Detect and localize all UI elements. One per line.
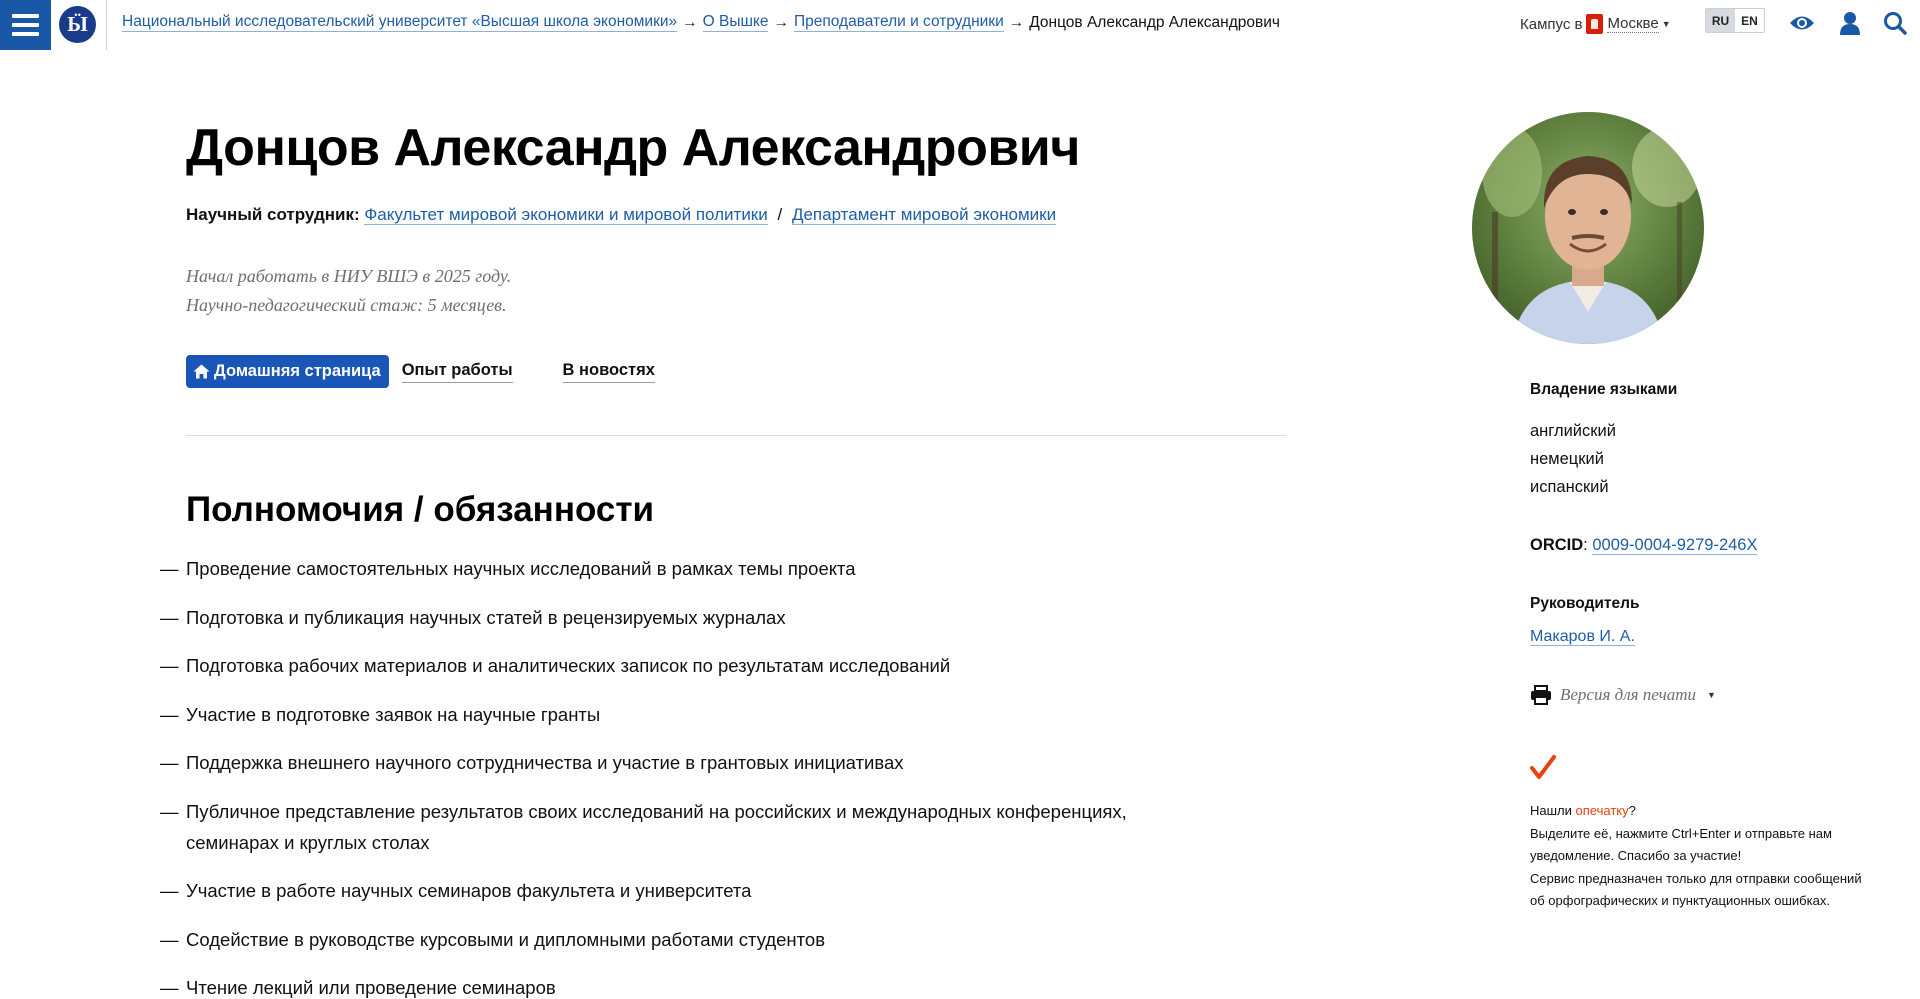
list-dash: —: [160, 655, 179, 676]
print-label: Версия для печати: [1560, 685, 1696, 704]
orcid-label: ORCID: [1530, 536, 1584, 554]
tab-home-page[interactable]: [186, 355, 389, 388]
typo-notice: [1530, 800, 1870, 913]
breadcrumb-arrow: →: [1008, 13, 1025, 31]
profile-tabs: [186, 355, 655, 388]
duty-text: Публичное представление результатов своих исследований на российских и международных конференциях, семинарах и круглых столах: [186, 800, 1127, 853]
top-header: [0, 0, 1920, 50]
menu-icon-bar: [12, 23, 39, 27]
typo-line-2: Выделите её, нажмите Ctrl+Enter и отправьте нам уведомление. Спасибо за участие!: [1530, 825, 1832, 863]
lang-en-button[interactable]: EN: [1741, 13, 1758, 28]
breadcrumb: [122, 13, 1280, 32]
section-divider: [186, 435, 1286, 436]
menu-icon-bar: [12, 32, 39, 36]
languages-list: [1530, 417, 1900, 501]
list-item: [160, 875, 1220, 906]
page-title: Донцов Александр Александрович: [186, 119, 1080, 177]
faculty-link[interactable]: Факультет мировой экономики и мировой политики: [364, 205, 768, 224]
list-item: [160, 650, 1220, 681]
campus-label: Кампус в: [1520, 15, 1583, 33]
dropdown-caret-icon: ▼: [1661, 19, 1671, 29]
language-item: английский: [1530, 422, 1616, 440]
typo-line-1: [1530, 800, 1870, 823]
duties-title: Полномочия / обязанности: [186, 490, 655, 529]
lang-ru-button[interactable]: RU: [1706, 9, 1735, 32]
home-icon: [193, 364, 210, 379]
list-dash: —: [160, 703, 179, 725]
campus-selector[interactable]: [1520, 14, 1671, 34]
hse-logo-mark: Ӹ: [67, 12, 88, 36]
breadcrumb-arrow: →: [682, 13, 698, 31]
accessibility-eye-icon[interactable]: [1787, 8, 1817, 38]
language-item: немецкий: [1530, 450, 1604, 468]
list-dash: —: [160, 606, 179, 628]
campus-city: Москве: [1607, 15, 1659, 32]
language-item: испанский: [1530, 478, 1609, 496]
user-icon[interactable]: [1835, 8, 1865, 38]
list-item: [160, 553, 1220, 584]
list-dash: —: [160, 977, 179, 998]
checkmark-icon: [1530, 755, 1900, 786]
list-dash: —: [160, 752, 179, 773]
tab-experience[interactable]: Опыт работы: [402, 361, 513, 383]
duty-text: Подготовка рабочих материалов и аналитических записок по результатам исследований: [186, 655, 951, 676]
department-link[interactable]: Департамент мировой экономики: [791, 205, 1057, 224]
duty-text: Содействие в руководстве курсовыми и дипломными работами студентов: [186, 928, 826, 950]
employment-meta: [186, 262, 511, 320]
list-dash: —: [160, 880, 179, 901]
supervisor-link[interactable]: Макаров И. А.: [1530, 628, 1635, 645]
list-item: [160, 747, 1220, 778]
duty-text: Поддержка внешнего научного сотрудничества и участие в грантовых инициативах: [186, 752, 904, 773]
duty-text: Проведение самостоятельных научных исследований в рамках темы проекта: [186, 558, 856, 579]
print-version[interactable]: [1530, 685, 1900, 705]
orcid-link[interactable]: 0009-0004-9279-246X: [1592, 536, 1758, 554]
orcid-line: ORCID: 0009-0004-9279-246X: [1530, 536, 1758, 554]
tab-news[interactable]: В новостях: [563, 361, 655, 383]
position-line: [186, 205, 1056, 225]
list-item: [160, 602, 1220, 633]
duty-text: Подготовка и публикация научных статей в рецензируемых журналах: [186, 606, 786, 628]
position-label: Научный сотрудник:: [186, 205, 360, 224]
supervisor-title: Руководитель: [1530, 595, 1640, 612]
menu-button[interactable]: [0, 0, 51, 50]
duty-text: Участие в работе научных семинаров факультета и университета: [186, 880, 752, 901]
search-icon[interactable]: [1880, 8, 1910, 38]
list-dash: —: [160, 800, 179, 822]
hse-logo[interactable]: [59, 6, 96, 43]
typo-line-3: Сервис предназначен только для отправки сообщений об орфографических и пунктуационных ошибках.: [1530, 870, 1862, 908]
typo-link[interactable]: опечатку: [1575, 803, 1629, 818]
duty-text: Чтение лекций или проведение семинаров: [186, 977, 556, 998]
dropdown-caret-icon: ▼: [1707, 690, 1716, 700]
list-item: [160, 796, 1220, 858]
list-item: [160, 924, 1220, 955]
breadcrumb-link-staff[interactable]: Преподаватели и сотрудники: [793, 13, 1004, 30]
tab-home-label: Домашняя страница: [214, 362, 381, 380]
employment-start: Начал работать в НИУ ВШЭ в 2025 году.: [186, 266, 512, 286]
teaching-experience: Научно-педагогический стаж: 5 месяцев.: [186, 295, 507, 315]
list-item: [160, 699, 1220, 730]
breadcrumb-link-university[interactable]: Национальный исследовательский университет «Высшая школа экономики»: [122, 13, 678, 30]
typo-suffix: ?: [1628, 803, 1636, 818]
profile-photo: [1472, 112, 1704, 344]
breadcrumb-link-about[interactable]: О Вышке: [702, 13, 769, 30]
list-dash: —: [160, 558, 179, 579]
supervisor-line: [1530, 628, 1900, 646]
list-item: [160, 972, 1220, 999]
breadcrumb-arrow: →: [773, 13, 789, 31]
moscow-coat-icon: [1586, 14, 1603, 34]
printer-icon: [1530, 685, 1552, 705]
language-switcher: [1705, 8, 1765, 33]
list-dash: —: [160, 928, 179, 950]
duty-text: Участие в подготовке заявок на научные гранты: [186, 703, 601, 725]
duties-list: [160, 553, 1220, 999]
menu-icon-bar: [12, 14, 39, 18]
header-divider: [106, 0, 107, 50]
position-separator: /: [777, 205, 783, 224]
breadcrumb-current: Донцов Александр Александрович: [1029, 13, 1280, 31]
typo-prefix: Нашли: [1530, 803, 1572, 818]
languages-title: Владение языками: [1530, 381, 1678, 398]
